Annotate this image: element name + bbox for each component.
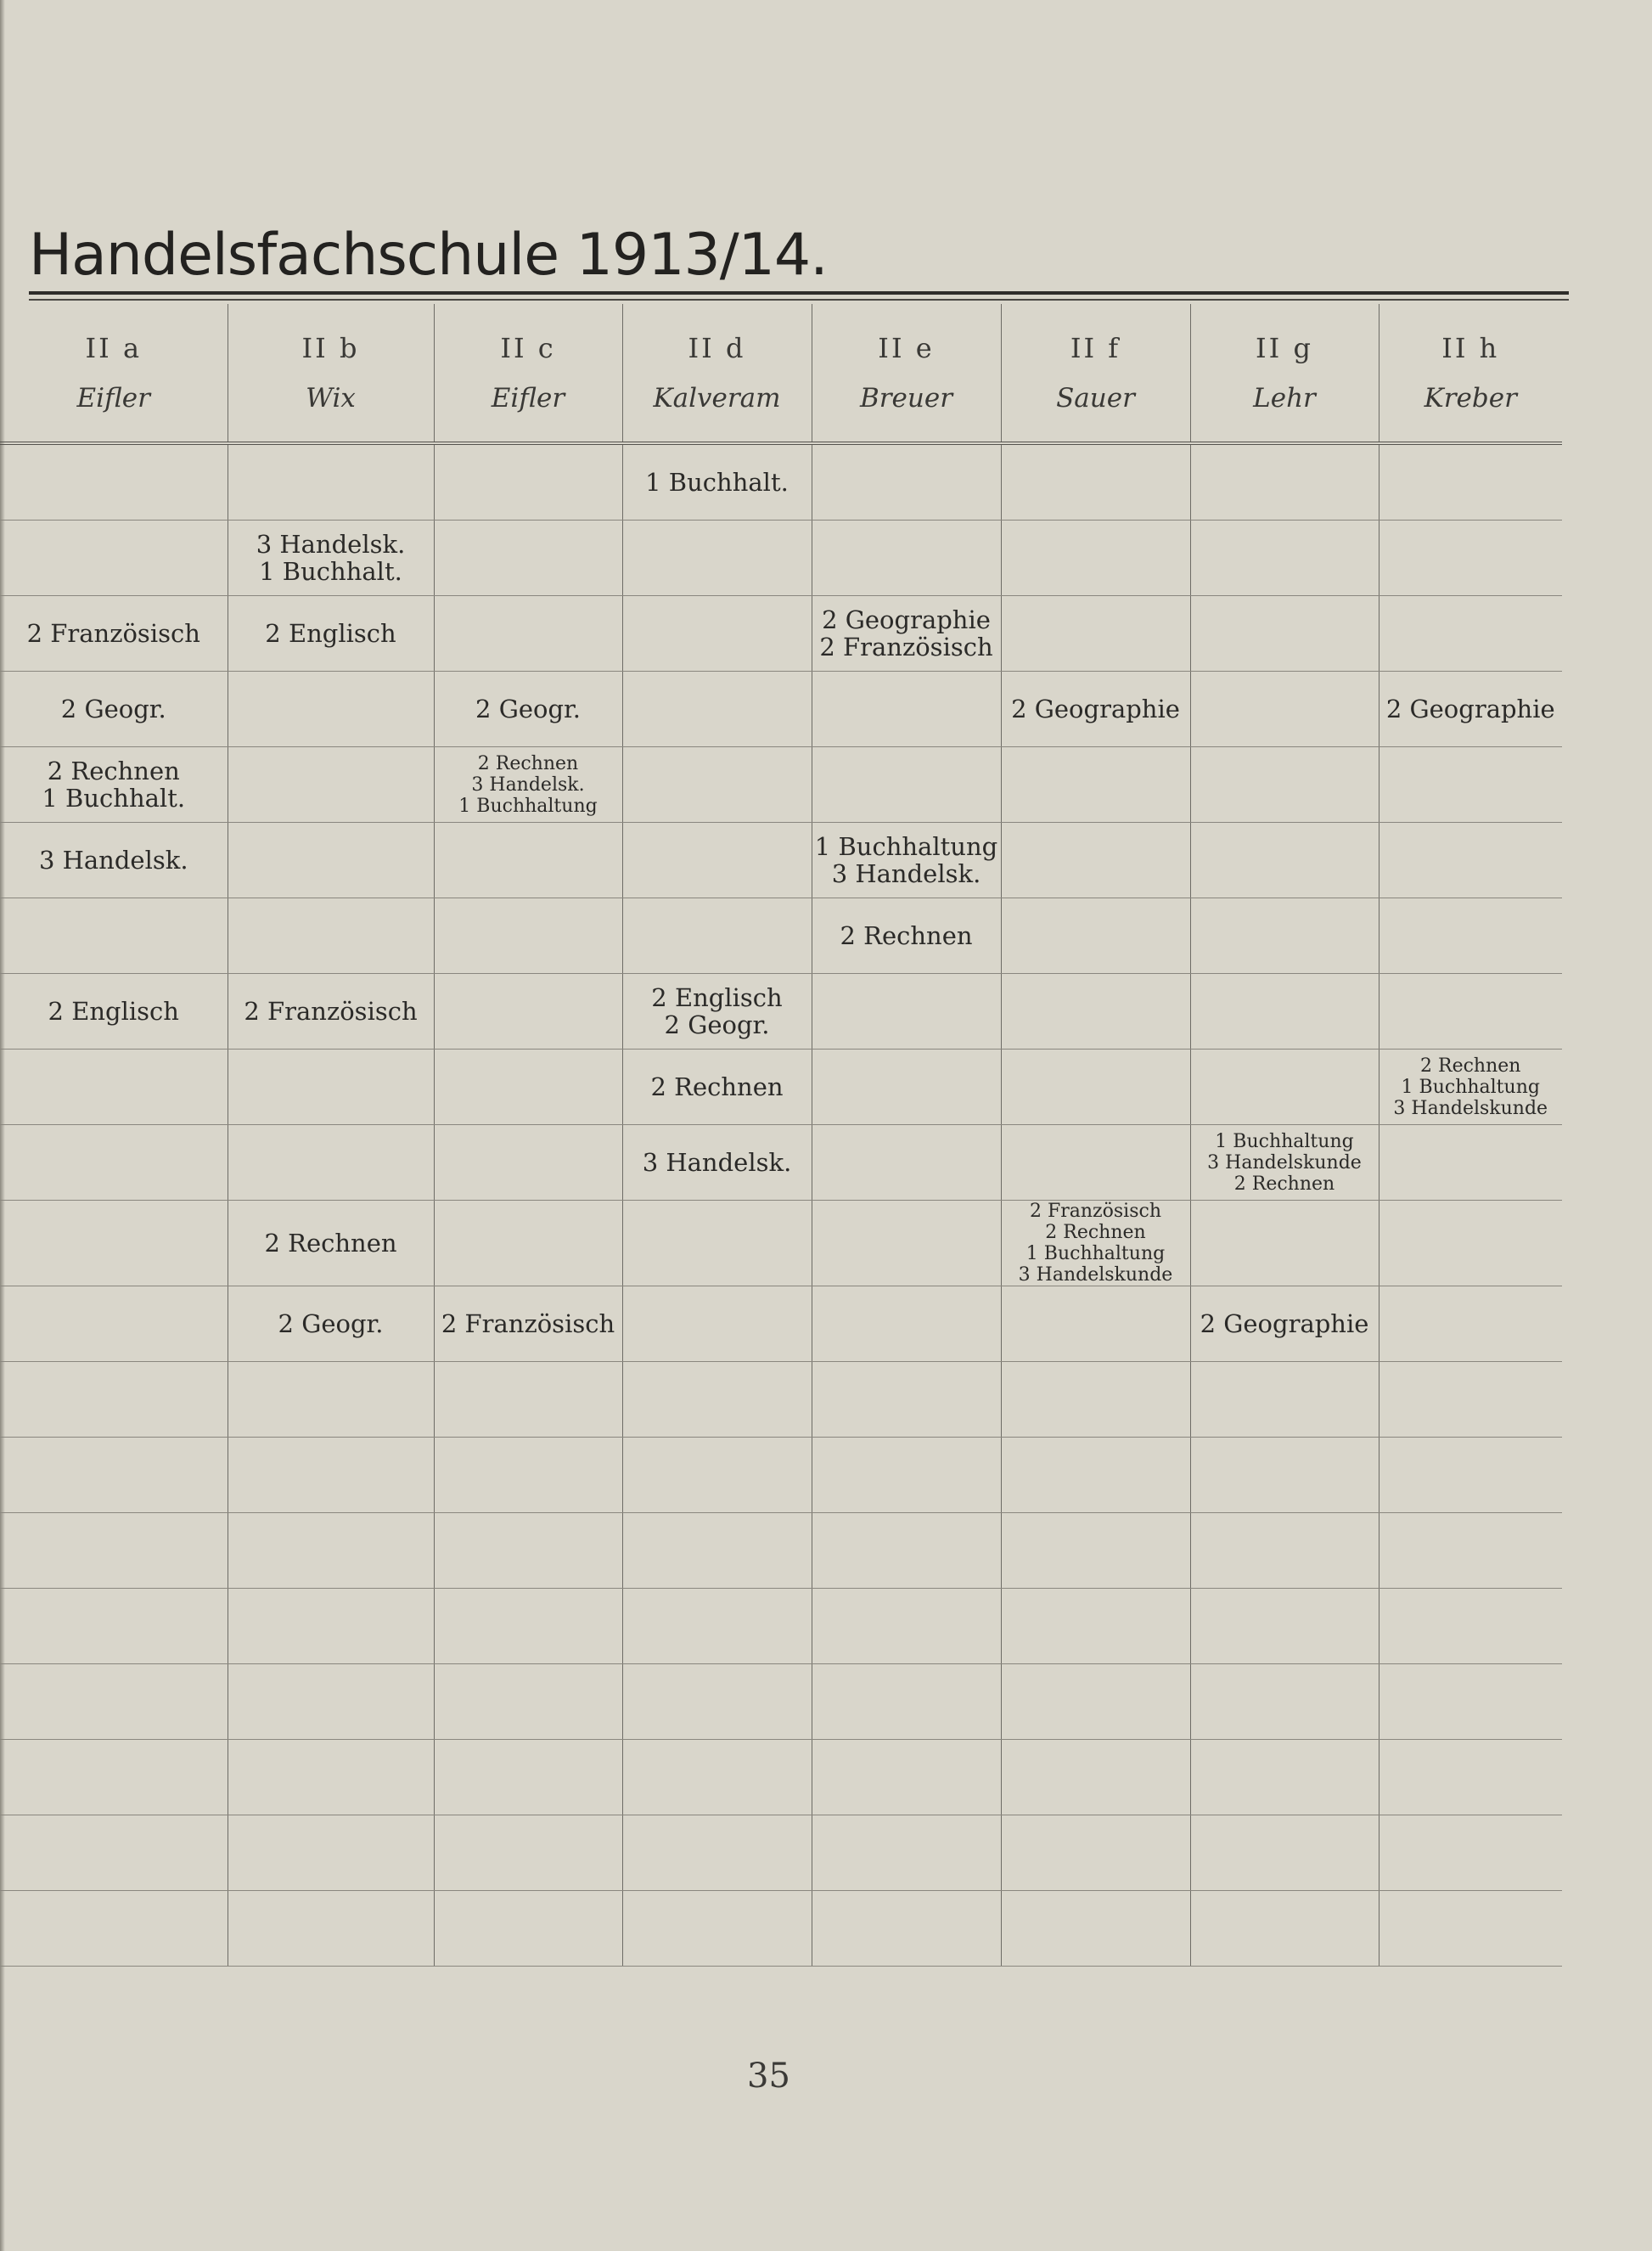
timetable-cell bbox=[622, 1664, 812, 1740]
column-header bbox=[1379, 304, 1562, 443]
timetable-cell bbox=[1001, 823, 1190, 898]
timetable-cell bbox=[622, 974, 812, 1050]
lesson-entry: 2 Englisch bbox=[265, 619, 396, 648]
timetable-cell bbox=[434, 1740, 622, 1815]
timetable-cell bbox=[812, 898, 1001, 974]
timetable-cell bbox=[1190, 443, 1379, 521]
timetable-cell bbox=[434, 1286, 622, 1362]
timetable-cell bbox=[0, 974, 228, 1050]
timetable-cell bbox=[622, 823, 812, 898]
table-row bbox=[0, 898, 1562, 974]
timetable-cell bbox=[1190, 974, 1379, 1050]
lesson-entry: 3 Handelsk. bbox=[831, 859, 981, 888]
timetable-cell bbox=[434, 1438, 622, 1513]
timetable-cell bbox=[434, 443, 622, 521]
timetable-cell bbox=[228, 823, 434, 898]
timetable-cell bbox=[622, 1362, 812, 1438]
timetable-cell bbox=[1001, 596, 1190, 672]
lesson-entry: 2 Englisch bbox=[48, 997, 179, 1026]
timetable-cell bbox=[228, 1201, 434, 1286]
lesson-entry: 2 Geogr. bbox=[475, 695, 581, 723]
timetable-cell bbox=[1001, 1362, 1190, 1438]
timetable-cell bbox=[434, 1050, 622, 1125]
timetable-cell bbox=[1001, 1050, 1190, 1125]
lesson-entry: 3 Handelskunde bbox=[1018, 1264, 1173, 1286]
timetable-cell bbox=[622, 443, 812, 521]
timetable-cell bbox=[812, 1050, 1001, 1125]
lesson-entry: 1 Buchhaltung bbox=[1401, 1076, 1540, 1098]
timetable-cell bbox=[622, 1815, 812, 1891]
lesson-entry: 2 Rechnen bbox=[1420, 1055, 1521, 1077]
class-label: II g bbox=[1256, 332, 1313, 364]
timetable-cell bbox=[812, 1664, 1001, 1740]
table-row bbox=[0, 747, 1562, 823]
lesson-entry: 2 Geogr. bbox=[278, 1309, 384, 1338]
timetable-cell bbox=[1190, 1664, 1379, 1740]
lesson-entry: 1 Buchhalt. bbox=[645, 468, 789, 497]
timetable-cell bbox=[228, 1740, 434, 1815]
timetable-cell bbox=[434, 1513, 622, 1589]
column-header bbox=[1001, 304, 1190, 443]
timetable-cell bbox=[1001, 521, 1190, 596]
timetable-cell bbox=[812, 1891, 1001, 1967]
timetable-cell bbox=[622, 1513, 812, 1589]
timetable-cell bbox=[434, 823, 622, 898]
timetable-cell bbox=[434, 672, 622, 747]
table-row bbox=[0, 1286, 1562, 1362]
lesson-entry: 3 Handelsk. bbox=[256, 530, 406, 559]
timetable-cell bbox=[1001, 1125, 1190, 1201]
timetable-cell bbox=[622, 1589, 812, 1664]
timetable-cell bbox=[228, 1362, 434, 1438]
timetable-cell bbox=[228, 1050, 434, 1125]
table-row bbox=[0, 1125, 1562, 1201]
timetable-cell bbox=[434, 898, 622, 974]
timetable-cell bbox=[1379, 443, 1562, 521]
timetable-cell bbox=[1379, 1125, 1562, 1201]
teacher-label: Wix bbox=[306, 383, 356, 414]
timetable-cell bbox=[1001, 443, 1190, 521]
timetable-cell bbox=[434, 596, 622, 672]
timetable-cell bbox=[228, 898, 434, 974]
title-rule bbox=[29, 291, 1569, 295]
teacher-label: Sauer bbox=[1056, 383, 1135, 414]
class-label: II d bbox=[688, 332, 746, 364]
timetable-cell bbox=[1001, 1438, 1190, 1513]
timetable-cell bbox=[812, 1286, 1001, 1362]
timetable-cell bbox=[1379, 1286, 1562, 1362]
timetable-cell bbox=[0, 823, 228, 898]
timetable-cell bbox=[434, 1362, 622, 1438]
class-label: II c bbox=[500, 332, 556, 364]
timetable-cell bbox=[1190, 672, 1379, 747]
timetable-cell bbox=[622, 672, 812, 747]
timetable-cell bbox=[0, 1513, 228, 1589]
lesson-entry: 2 Geogr. bbox=[664, 1010, 770, 1039]
lesson-entry: 2 Französisch bbox=[441, 1309, 615, 1338]
timetable-cell bbox=[1190, 747, 1379, 823]
timetable-cell bbox=[0, 1740, 228, 1815]
table-row bbox=[0, 1891, 1562, 1967]
teacher-label: Kalveram bbox=[653, 383, 781, 414]
column-header bbox=[0, 304, 228, 443]
column-header bbox=[812, 304, 1001, 443]
timetable-cell bbox=[228, 1125, 434, 1201]
class-label: II f bbox=[1070, 332, 1121, 364]
timetable-cell bbox=[0, 1438, 228, 1513]
timetable-cell bbox=[228, 1438, 434, 1513]
lesson-entry: 1 Buchhalt. bbox=[259, 557, 402, 586]
timetable-cell bbox=[434, 1664, 622, 1740]
timetable-cell bbox=[812, 521, 1001, 596]
teacher-label: Breuer bbox=[859, 383, 953, 414]
lesson-entry: 2 Englisch bbox=[651, 983, 783, 1012]
table-row bbox=[0, 596, 1562, 672]
timetable-cell bbox=[812, 1201, 1001, 1286]
timetable-cell bbox=[622, 1286, 812, 1362]
timetable-cell bbox=[812, 1438, 1001, 1513]
table-row bbox=[0, 1201, 1562, 1286]
lesson-entry: 1 Buchhaltung bbox=[814, 832, 998, 861]
lesson-entry: 2 Geographie bbox=[1200, 1309, 1369, 1338]
timetable-cell bbox=[228, 1513, 434, 1589]
table-row bbox=[0, 1513, 1562, 1589]
timetable-cell bbox=[1190, 1589, 1379, 1664]
timetable-cell bbox=[0, 443, 228, 521]
timetable-cell bbox=[434, 1589, 622, 1664]
timetable-cell bbox=[1379, 1050, 1562, 1125]
timetable-cell bbox=[812, 1815, 1001, 1891]
timetable-cell bbox=[812, 823, 1001, 898]
class-label: II h bbox=[1441, 332, 1500, 364]
timetable-cell bbox=[434, 1125, 622, 1201]
timetable-cell bbox=[1001, 1589, 1190, 1664]
teacher-label: Eifler bbox=[76, 383, 150, 414]
timetable-cell bbox=[1379, 1891, 1562, 1967]
title-rule-thin bbox=[29, 299, 1569, 301]
teacher-label: Kreber bbox=[1424, 383, 1517, 414]
timetable-cell bbox=[1001, 1891, 1190, 1967]
timetable-cell bbox=[1001, 1664, 1190, 1740]
timetable-cell bbox=[622, 596, 812, 672]
timetable-cell bbox=[0, 1201, 228, 1286]
timetable-cell bbox=[1190, 1201, 1379, 1286]
timetable-cell bbox=[812, 1740, 1001, 1815]
timetable-cell bbox=[1001, 1740, 1190, 1815]
table-row bbox=[0, 521, 1562, 596]
timetable-cell bbox=[1379, 747, 1562, 823]
timetable-cell bbox=[0, 596, 228, 672]
timetable-cell bbox=[1001, 1513, 1190, 1589]
table-row bbox=[0, 1664, 1562, 1740]
timetable-cell bbox=[812, 596, 1001, 672]
teacher-label: Eifler bbox=[491, 383, 565, 414]
table-row bbox=[0, 1815, 1562, 1891]
timetable-cell bbox=[1001, 1815, 1190, 1891]
timetable-cell bbox=[1001, 898, 1190, 974]
timetable-cell bbox=[1001, 747, 1190, 823]
lesson-entry: 3 Handelsk. bbox=[38, 846, 188, 875]
timetable-cell bbox=[0, 1362, 228, 1438]
class-label: II a bbox=[85, 332, 143, 364]
lesson-entry: 2 Rechnen bbox=[264, 1229, 397, 1258]
timetable-cell bbox=[1379, 1362, 1562, 1438]
table-row bbox=[0, 974, 1562, 1050]
timetable-cell bbox=[812, 443, 1001, 521]
timetable-cell bbox=[1379, 974, 1562, 1050]
timetable-cell bbox=[228, 747, 434, 823]
timetable-cell bbox=[434, 747, 622, 823]
class-label: II e bbox=[878, 332, 935, 364]
timetable-cell bbox=[622, 1050, 812, 1125]
timetable-cell bbox=[0, 1050, 228, 1125]
timetable-cell bbox=[1190, 1438, 1379, 1513]
lesson-entry: 2 Rechnen bbox=[1233, 1173, 1335, 1195]
timetable-cell bbox=[434, 974, 622, 1050]
timetable-cell bbox=[1001, 974, 1190, 1050]
lesson-entry: 2 Französisch bbox=[244, 997, 418, 1026]
lesson-entry: 1 Buchhaltung bbox=[1025, 1243, 1166, 1264]
table-row bbox=[0, 1438, 1562, 1513]
timetable-cell bbox=[0, 747, 228, 823]
timetable-cell bbox=[1190, 596, 1379, 672]
timetable-cell bbox=[228, 1664, 434, 1740]
timetable-cell bbox=[812, 747, 1001, 823]
column-header bbox=[434, 304, 622, 443]
timetable-cell bbox=[0, 898, 228, 974]
table-row bbox=[0, 1589, 1562, 1664]
timetable-cell bbox=[434, 1815, 622, 1891]
table-row bbox=[0, 1740, 1562, 1815]
lesson-entry: 2 Geographie bbox=[822, 605, 991, 634]
timetable-cell bbox=[228, 974, 434, 1050]
timetable-cell bbox=[812, 1589, 1001, 1664]
timetable-cell bbox=[1379, 1589, 1562, 1664]
timetable-cell bbox=[1190, 1362, 1379, 1438]
timetable-cell bbox=[228, 1815, 434, 1891]
timetable-cell bbox=[812, 672, 1001, 747]
timetable-cell bbox=[1190, 1125, 1379, 1201]
timetable-cell bbox=[1379, 1815, 1562, 1891]
timetable-cell bbox=[1001, 672, 1190, 747]
lesson-entry: 2 Rechnen bbox=[47, 757, 180, 785]
timetable-cell bbox=[1379, 898, 1562, 974]
timetable-cell bbox=[434, 521, 622, 596]
timetable-cell bbox=[0, 1286, 228, 1362]
timetable-cell bbox=[622, 1438, 812, 1513]
timetable-cell bbox=[228, 596, 434, 672]
lesson-entry: 2 Französisch bbox=[1030, 1201, 1161, 1222]
lesson-entry: 2 Geogr. bbox=[60, 695, 166, 723]
timetable-cell bbox=[0, 1125, 228, 1201]
timetable-cell bbox=[0, 521, 228, 596]
timetable-cell bbox=[1379, 1664, 1562, 1740]
timetable-cell bbox=[1190, 1513, 1379, 1589]
timetable-cell bbox=[1190, 1050, 1379, 1125]
lesson-entry: 2 Rechnen bbox=[650, 1072, 784, 1101]
timetable-cell bbox=[1379, 1740, 1562, 1815]
timetable-cell bbox=[228, 1589, 434, 1664]
lesson-entry: 1 Buchhalt. bbox=[42, 784, 186, 813]
timetable-cell bbox=[0, 1891, 228, 1967]
table-row bbox=[0, 823, 1562, 898]
timetable-cell bbox=[228, 1891, 434, 1967]
lesson-entry: 2 Geographie bbox=[1011, 695, 1180, 723]
timetable-cell bbox=[622, 1740, 812, 1815]
lesson-entry: 3 Handelsk. bbox=[471, 774, 585, 796]
lesson-entry: 2 Französisch bbox=[819, 633, 993, 661]
timetable-cell bbox=[812, 1362, 1001, 1438]
timetable-cell bbox=[1379, 823, 1562, 898]
header-row bbox=[0, 304, 1562, 443]
lesson-entry: 3 Handelsk. bbox=[642, 1148, 792, 1177]
timetable-cell bbox=[1190, 1815, 1379, 1891]
timetable-cell bbox=[1001, 1286, 1190, 1362]
teacher-label: Lehr bbox=[1253, 383, 1316, 414]
lesson-entry: 1 Buchhaltung bbox=[1215, 1130, 1354, 1152]
column-header bbox=[228, 304, 434, 443]
timetable-cell bbox=[622, 1891, 812, 1967]
timetable-cell bbox=[228, 672, 434, 747]
timetable-cell bbox=[0, 1815, 228, 1891]
timetable-cell bbox=[1190, 823, 1379, 898]
lesson-entry: 2 Rechnen bbox=[477, 752, 579, 774]
timetable-cell bbox=[1379, 1513, 1562, 1589]
timetable-cell bbox=[812, 1513, 1001, 1589]
table-row bbox=[0, 1362, 1562, 1438]
column-header bbox=[1190, 304, 1379, 443]
timetable-cell bbox=[1001, 1201, 1190, 1286]
timetable-cell bbox=[1379, 1201, 1562, 1286]
lesson-entry: 1 Buchhaltung bbox=[458, 795, 598, 817]
timetable-body bbox=[0, 443, 1562, 1967]
timetable-cell bbox=[434, 1891, 622, 1967]
timetable-cell bbox=[1190, 521, 1379, 596]
lesson-entry: 2 Französisch bbox=[26, 619, 200, 648]
timetable-cell bbox=[1190, 898, 1379, 974]
timetable-cell bbox=[228, 1286, 434, 1362]
timetable-cell bbox=[1379, 521, 1562, 596]
lesson-entry: 2 Rechnen bbox=[1045, 1222, 1146, 1243]
timetable-cell bbox=[1190, 1740, 1379, 1815]
page-number: 35 bbox=[747, 2057, 790, 2096]
timetable-cell bbox=[622, 898, 812, 974]
timetable-cell bbox=[0, 1664, 228, 1740]
timetable-cell bbox=[0, 672, 228, 747]
timetable-cell bbox=[812, 1125, 1001, 1201]
timetable-cell bbox=[1190, 1891, 1379, 1967]
timetable-cell bbox=[622, 521, 812, 596]
class-label: II b bbox=[301, 332, 360, 364]
timetable-cell bbox=[1379, 1438, 1562, 1513]
timetable-cell bbox=[1379, 596, 1562, 672]
timetable-cell bbox=[228, 443, 434, 521]
lesson-entry: 3 Handelskunde bbox=[1207, 1151, 1362, 1173]
timetable-cell bbox=[622, 747, 812, 823]
table-row bbox=[0, 672, 1562, 747]
table-row bbox=[0, 1050, 1562, 1125]
lesson-entry: 2 Geographie bbox=[1385, 695, 1555, 723]
timetable-cell bbox=[1379, 672, 1562, 747]
timetable-cell bbox=[1190, 1286, 1379, 1362]
timetable-cell bbox=[0, 1589, 228, 1664]
timetable-cell bbox=[812, 974, 1001, 1050]
page-title: Handelsfachschule 1913/14. bbox=[29, 221, 828, 289]
timetable-cell bbox=[622, 1201, 812, 1286]
table-row bbox=[0, 443, 1562, 521]
timetable-cell bbox=[434, 1201, 622, 1286]
timetable bbox=[0, 304, 1562, 1967]
lesson-entry: 2 Rechnen bbox=[840, 921, 973, 950]
lesson-entry: 3 Handelskunde bbox=[1393, 1097, 1548, 1119]
timetable-cell bbox=[228, 521, 434, 596]
timetable-cell bbox=[622, 1125, 812, 1201]
column-header bbox=[622, 304, 812, 443]
